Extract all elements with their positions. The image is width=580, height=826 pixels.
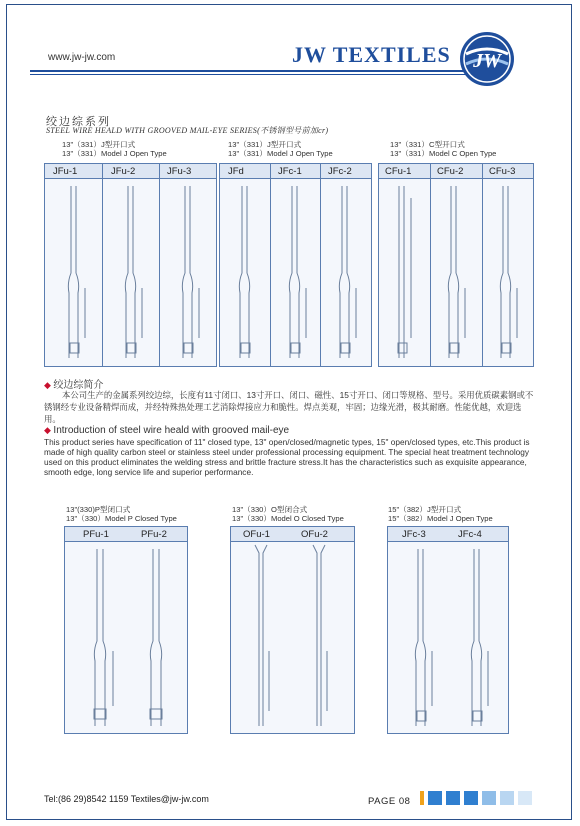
heald-drawing xyxy=(220,178,371,366)
section-title-cn: 绞边综系列 xyxy=(46,116,111,128)
heald-label: JFc-4 xyxy=(458,529,482,540)
footer-square xyxy=(446,791,460,805)
heald-panel-pfu xyxy=(64,526,188,734)
footer-square xyxy=(482,791,496,805)
heald-label: JFc-2 xyxy=(328,166,352,177)
intro-heading-cn-text: 绞边综简介 xyxy=(53,380,104,391)
heald-drawing xyxy=(379,178,533,366)
section-title-en: STEEL WIRE HEALD WITH GROOVED MAIL-EYE SERIES(不锈钢型号前加cr) xyxy=(46,126,329,135)
group-caption-cn: 13"(330)P型闭口式 xyxy=(66,505,131,514)
heald-label: JFu-1 xyxy=(53,166,78,177)
diamond-bullet-icon: ◆ xyxy=(44,380,54,390)
group-caption-cn: 13"（330）O型闭合式 xyxy=(232,505,308,514)
heald-label: JFu-2 xyxy=(111,166,136,177)
heald-panel-jfc-15 xyxy=(387,526,509,734)
heald-label: PFu-1 xyxy=(83,529,109,540)
heald-label: JFc-1 xyxy=(278,166,302,177)
svg-text:JW: JW xyxy=(473,50,501,72)
group-caption-en: 13"（331）Model J Open Type xyxy=(62,149,167,158)
heald-label: CFu-3 xyxy=(489,166,516,177)
heald-label: PFu-2 xyxy=(141,529,167,540)
heald-panel-ofu xyxy=(230,526,355,734)
heald-label: OFu-2 xyxy=(301,529,328,540)
footer-square xyxy=(500,791,514,805)
intro-body-en: This product series have specification of 11" closed type, 13" open/closed/magnetic types, 15" open/closed types, etc.This product is made of high quality carbon steel or stainless steel under professional processing equipment. The special heat treatment technology used on this product eliminates the welding stress and brittle fracture stress.It has the characteristics such as exquisite appearance, smooth edge, long service life and superior performance. xyxy=(44,437,530,477)
heald-drawing xyxy=(45,178,216,366)
heald-label: OFu-1 xyxy=(243,529,270,540)
group-caption-en: 13"（331）Model J Open Type xyxy=(228,149,333,158)
heald-panel-cfu xyxy=(378,163,534,367)
heald-label: JFd xyxy=(228,166,244,177)
footer-square xyxy=(464,791,478,805)
group-caption-en: 15"（382）Model J Open Type xyxy=(388,514,493,523)
heald-panel-jfc xyxy=(219,163,372,367)
group-caption-en: 13"（330）Model O Closed Type xyxy=(232,514,344,523)
header-rule xyxy=(30,70,470,72)
intro-heading-en xyxy=(44,425,289,436)
page-number: PAGE 08 xyxy=(368,796,411,807)
group-caption-cn: 13"（331）C型开口式 xyxy=(390,140,465,149)
group-caption-cn: 13"（331）J型开口式 xyxy=(228,140,302,149)
heald-label: CFu-1 xyxy=(385,166,412,177)
heald-label: CFu-2 xyxy=(437,166,464,177)
footer-contact: Tel:(86 29)8542 1159 Textiles@jw-jw.com xyxy=(44,794,209,804)
diamond-bullet-icon: ◆ xyxy=(44,425,54,435)
website-url: www.jw-jw.com xyxy=(48,52,116,63)
footer-square xyxy=(518,791,532,805)
footer-accent-bar xyxy=(420,791,424,805)
header-rule-thin xyxy=(30,74,470,75)
heald-drawing xyxy=(231,541,354,733)
intro-body-cn: 本公司生产的金属系列绞边综，长度有11寸闭口、13寸开口、闭口、磁性、15寸开口、闭口等规格、型号。采用优质碳素钢或不锈钢经专业设备精焊而成，并经特殊热处理工艺消除焊接应力和脆性。焊点美观，牢固；边缘光滑，极其耐磨。性能优越，欢迎选用。 xyxy=(44,390,534,424)
heald-panel-jfu xyxy=(44,163,217,367)
jw-logo-icon xyxy=(458,30,516,88)
intro-heading-en-text: Introduction of steel wire heald with grooved mail-eye xyxy=(53,425,290,436)
group-caption-en: 13"（331）Model C Open Type xyxy=(390,149,497,158)
group-caption-cn: 13"（331）J型开口式 xyxy=(62,140,136,149)
heald-drawing xyxy=(65,541,187,733)
group-caption-en: 13"（330）Model P Closed Type xyxy=(66,514,177,523)
heald-label: JFc-3 xyxy=(402,529,426,540)
heald-drawing xyxy=(388,541,508,733)
footer-square xyxy=(428,791,442,805)
heald-label: JFu-3 xyxy=(167,166,192,177)
brand-name: JW TEXTILES xyxy=(292,42,451,67)
group-caption-cn: 15"（382）J型开口式 xyxy=(388,505,462,514)
